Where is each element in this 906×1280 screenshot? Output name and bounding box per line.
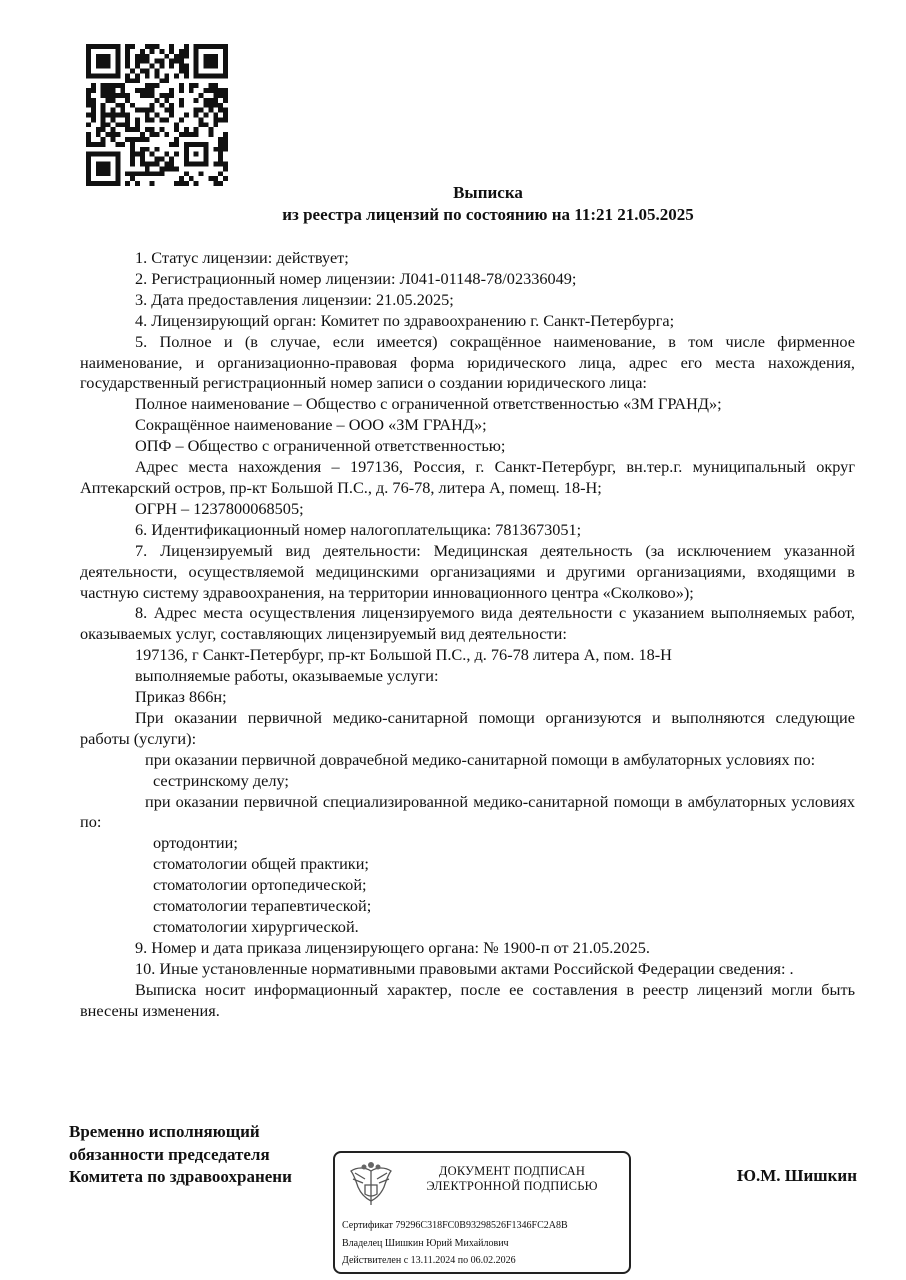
service-item: сестринскому делу;	[153, 770, 289, 790]
item-activity-type: 7. Лицензируемый вид деятельности: Медицинская деятельность (за исключением указанной деятельности, осуществляемой медицинскими организациями и другими организациями, входящими в частную систему здравоохранения, на территории инновационного центра «Сколково»);	[80, 540, 855, 602]
item-prenurse-care: при оказании первичной доврачебной медико-санитарной помощи в амбулаторных условиях по:	[145, 749, 816, 769]
document-body	[80, 248, 855, 1022]
item-note: Выписка носит информационный характер, после ее составления в реестр лицензий могли быть внесены изменения.	[80, 979, 855, 1020]
item-address: Адрес места нахождения – 197136, Россия, г. Санкт-Петербург, вн.тер.г. муниципальный округ Аптекарский остров, пр-кт Большой П.С., д. 76-78, литера А, помещ. 18-Н;	[80, 457, 855, 497]
e-signature-stamp	[333, 1151, 631, 1274]
stamp-header-line: ДОКУМЕНТ ПОДПИСАН	[438, 1164, 586, 1178]
service-item: стоматологии терапевтической;	[153, 896, 372, 916]
qr-code	[86, 44, 228, 186]
item-other-info: 10. Иные установленные нормативными правовыми актами Российской Федерации сведения: .	[135, 958, 794, 978]
item-license-status: 1. Статус лицензии: действует;	[135, 248, 349, 267]
document-title: Выписка	[453, 183, 523, 202]
signatory-title-line: Комитета по здравоохранени	[69, 1167, 292, 1186]
service-item: стоматологии хирургической.	[153, 917, 359, 936]
stamp-header	[407, 1164, 617, 1194]
item-works-heading: выполняемые работы, оказываемые услуги:	[135, 666, 439, 686]
signatory-name: Ю.М. Шишкин	[736, 1166, 857, 1185]
item-order-number: 9. Номер и дата приказа лицензирующего органа: № 1900-п от 21.05.2025.	[135, 937, 650, 957]
item-inn: 6. Идентификационный номер налогоплательщика: 7813673051;	[135, 519, 582, 539]
item-legal-form: ОПФ – Общество с ограниченной ответственностью;	[135, 436, 506, 456]
item-specialized-care: при оказании первичной специализированной медико-санитарной помощи в амбулаторных условиях по:	[80, 791, 855, 832]
item-activity-address: 197136, г Санкт-Петербург, пр-кт Большой П.С., д. 76-78 литера А, пом. 18-Н	[135, 645, 672, 665]
signatory-title	[69, 1121, 292, 1189]
service-item: стоматологии общей практики;	[153, 854, 369, 874]
item-entity-name-heading: 5. Полное и (в случае, если имеется) сокращённое наименование, в том числе фирменное наименование, и организационно-правовая форма юридического лица, адрес его места нахождения, государственный регистрационный номер записи о создании юридического лица:	[80, 331, 855, 393]
item-ogrn: ОГРН – 1237800068505;	[135, 498, 304, 518]
signatory-title-line: обязанности председателя	[69, 1144, 270, 1164]
service-item: стоматологии ортопедической;	[153, 875, 367, 895]
signatory-title-line: Временно исполняющий	[69, 1122, 260, 1141]
item-order: Приказ 866н;	[135, 687, 227, 707]
item-primary-care: При оказании первичной медико-санитарной помощи организуются и выполняются следующие работы (услуги):	[80, 707, 855, 748]
stamp-owner: Владелец Шишкин Юрий Михайлович	[342, 1238, 509, 1249]
document-subtitle: из реестра лицензий по состоянию на 11:21 21.05.2025	[282, 205, 694, 224]
service-item: ортодонтии;	[153, 833, 238, 853]
item-license-date: 3. Дата предоставления лицензии: 21.05.2025;	[135, 289, 454, 309]
stamp-header-line: ЭЛЕКТРОННОЙ ПОДПИСЬЮ	[426, 1179, 598, 1193]
stamp-certificate: Сертификат 79296C318FC0B93298526F1346FC2A8B	[342, 1220, 568, 1231]
item-licensing-authority: 4. Лицензирующий орган: Комитет по здравоохранению г. Санкт-Петербурга;	[135, 310, 675, 330]
item-short-name: Сокращённое наименование – ООО «ЗМ ГРАНД»;	[135, 415, 487, 435]
stamp-validity: Действителен с 13.11.2024 по 06.02.2026	[342, 1255, 516, 1266]
coat-of-arms-icon	[345, 1161, 397, 1213]
item-activity-address-heading: 8. Адрес места осуществления лицензируемого вида деятельности с указанием выполняемых работ, оказываемых услуг, составляющих лицензируемый вид деятельности:	[80, 603, 855, 644]
item-full-name: Полное наименование – Общество с ограниченной ответственностью «ЗМ ГРАНД»;	[135, 394, 722, 414]
item-registration-number: 2. Регистрационный номер лицензии: Л041-01148-78/02336049;	[135, 268, 577, 288]
